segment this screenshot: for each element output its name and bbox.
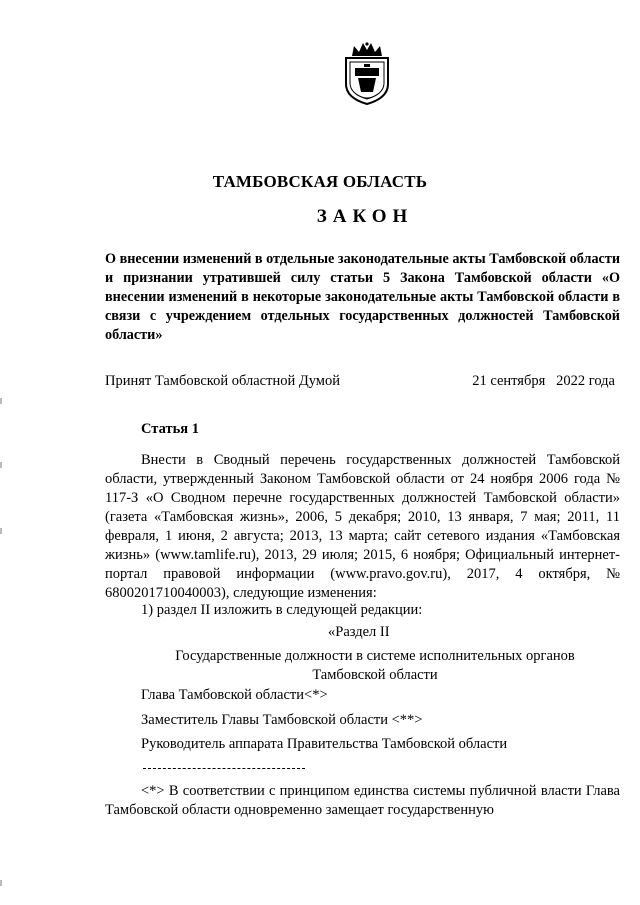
position-chief-of-staff: Руководитель аппарата Правительства Тамбовской области <box>141 736 508 752</box>
region-heading: ТАМБОВСКАЯ ОБЛАСТЬ <box>212 172 428 191</box>
adoption-line <box>105 372 615 390</box>
document-type: ЗАКОН <box>316 206 414 227</box>
footnote: <*> В соответствии с принципом единства системы публичной власти Глава Тамбовской области одновременно замещает государственную <box>105 783 620 818</box>
adoption-date: 21 сентября 2022 года <box>472 373 615 389</box>
section-title: Государственные должности в системе исполнительных органов Тамбовской области <box>175 648 575 683</box>
position-governor: Глава Тамбовской области<*> <box>141 687 328 703</box>
position-deputy-governor: Заместитель Главы Тамбовской области <**> <box>141 712 423 728</box>
scan-edge-mark <box>0 528 2 534</box>
article-body: Внести в Сводный перечень государственных должностей Тамбовской области, утвержденный Законом Тамбовской области от 24 ноября 2006 года № 117-З «О Сводном перечне государственных должностей Тамбовской области» (газета «Тамбовская жизнь», 2006, 5 декабря; 2010, 13 января, 7 мая; 2011, 11 февраля, 1 июня, 2 августа; 2013, 13 марта; сайт сетевого издания «Тамбовская жизнь» (www.tamlife.ru), 2013, 29 июля; 2015, 6 ноября; Официальный интернет-портал правовой информации (www.pravo.gov.ru), 2017, 4 октября, № 6800201710040003), следующие изменения: <box>105 452 620 601</box>
adoption-text: Принят Тамбовской областной Думой <box>105 373 340 389</box>
law-title: О внесении изменений в отдельные законодательные акты Тамбовской области и признании утратившей силу статьи 5 Закона Тамбовской области «О внесении изменений в некоторые законодательные акты Тамбовской области в связи с учреждением отдельных государственных должностей Тамбовской области» <box>105 251 620 343</box>
scan-edge-mark <box>0 880 2 886</box>
scan-edge-mark <box>0 398 2 404</box>
footnote-separator <box>143 768 305 769</box>
coat-of-arms-emblem <box>342 40 392 106</box>
section-label: «Раздел II <box>328 624 390 640</box>
item-1: 1) раздел II изложить в следующей редакции: <box>141 602 423 618</box>
article-heading: Статья 1 <box>141 421 199 437</box>
scan-edge-mark <box>0 462 2 468</box>
